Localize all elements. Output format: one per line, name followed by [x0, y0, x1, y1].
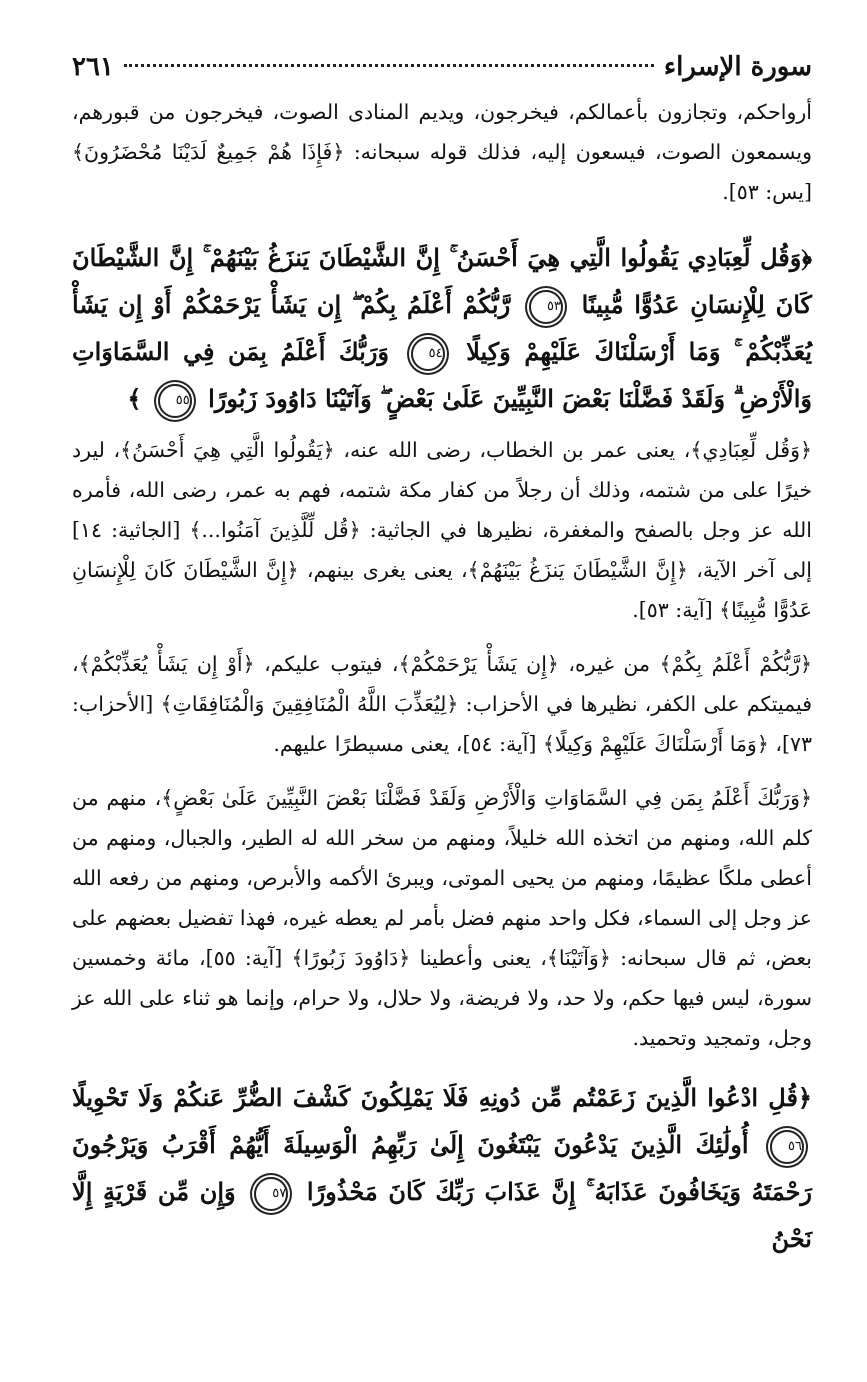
verse-number-57-icon: ٥٧ — [254, 1177, 288, 1211]
surah-title: سورة الإسراء — [663, 52, 812, 82]
verse-number-54-icon: ٥٤ — [411, 337, 445, 371]
commentary-paragraph-2: ﴿وَقُل لِّعِبَادِي﴾، يعنى عمر بن الخطاب، رضى الله عنه، ﴿يَقُولُوا الَّتِي هِيَ أَحْسَنُ﴾، ليرد خيرًا على من شتمه، وذلك أن رجلاً من كفار مكة شتمه، فهم به عمر، رضى الله، فأمره الله عز وجل بالصفح والمغفرة، نظيرها في الجاثية: ﴿قُل لِّلَّذِينَ آمَنُوا...﴾ [الجاثية: ١٤] إلى آخر الآية، ﴿إِنَّ الشَّيْطَانَ يَنزَغُ بَيْنَهُمْ﴾، يعنى يغرى بينهم، ﴿إِنَّ الشَّيْطَانَ كَانَ لِلْإِنسَانِ عَدُوًّا مُّبِينًا﴾ [آية: ٥٣]. — [72, 438, 812, 622]
quran-verse-block-56-57 — [72, 1074, 812, 1262]
verse-text-54: رَّبُّكُمْ أَعْلَمُ بِكُمْ ۖ إِن يَشَأْ يَرْحَمْكُمْ أَوْ إِن يَشَأْ يُعَذِّبْكُمْ ۚ وَمَا أَرْسَلْنَاكَ عَلَيْهِمْ وَكِيلًا — [72, 290, 812, 366]
verse-close-bracket: ﴾ — [127, 384, 142, 413]
verse-number-55-icon: ٥٥ — [158, 384, 192, 418]
commentary-paragraph-4: ﴿وَرَبُّكَ أَعْلَمُ بِمَن فِي السَّمَاوَاتِ وَالْأَرْضِ وَلَقَدْ فَضَّلْنَا بَعْضَ النَّبِيِّينَ عَلَىٰ بَعْضٍ﴾، منهم من كلم الله، ومنهم من اتخذه الله خليلاً، ومنهم من سخر الله له الطير، والجبال، ومنهم من أعطى ملكًا عظيمًا، ومنهم من يحيى الموتى، ويبرئ الأكمه والأبرص، ومنهم من رفعه الله عز وجل إلى السماء، فكل واحد منهم فضل بأمر لم يعطه غيره، فهذا تفضيل بعضهم على بعض، ثم قال سبحانه: ﴿وَآتَيْنَا﴾، يعنى وأعطينا ﴿دَاوُودَ زَبُورًا﴾ [آية: ٥٥]، مائة وخمسين سورة، ليس فيها حكم، ولا حد، ولا فريضة، ولا حلال، ولا حرام، وإنما هو ثناء على الله عز وجل، وتمجيد وتحميد. — [72, 786, 812, 1050]
page-number: ٢٦١ — [72, 52, 114, 82]
verse-text-57: أُولَٰئِكَ الَّذِينَ يَدْعُونَ يَبْتَغُونَ إِلَىٰ رَبِّهِمُ الْوَسِيلَةَ أَيُّهُمْ أَقْرَبُ وَيَرْجُونَ رَحْمَتَهُ وَيَخَافُونَ عَذَابَهُ ۚ إِنَّ عَذَابَ رَبِّكَ كَانَ مَحْذُورًا — [72, 1130, 812, 1206]
commentary-paragraph-3: ﴿رَّبُّكُمْ أَعْلَمُ بِكُمْ﴾ من غيره، ﴿إِن يَشَأْ يَرْحَمْكُمْ﴾، فيتوب عليكم، ﴿أَوْ إِن يَشَأْ يُعَذِّبْكُمْ﴾، فيميتكم على الكفر، نظيرها في الأحزاب: ﴿لِيُعَذِّبَ اللَّهُ الْمُنَافِقِينَ وَالْمُنَافِقَاتِ﴾ [الأحزاب: ٧٣]، ﴿وَمَا أَرْسَلْنَاكَ عَلَيْهِمْ وَكِيلًا﴾ [آية: ٥٤]، يعنى مسيطرًا عليهم. — [72, 652, 812, 756]
quran-verse-block-53-55 — [72, 234, 812, 422]
verse-text-56: ﴿قُلِ ادْعُوا الَّذِينَ زَعَمْتُم مِّن دُونِهِ فَلَا يَمْلِكُونَ كَشْفَ الضُّرِّ عَنكُمْ وَلَا تَحْوِيلًا — [72, 1083, 812, 1112]
commentary-paragraph-1: أرواحكم، وتجازون بأعمالكم، فيخرجون، ويديم المنادى الصوت، فيخرجون من قبورهم، ويسمعون الصوت، فيسعون إليه، فذلك قوله سبحانه: ﴿فَإِذَا هُمْ جَمِيعٌ لَدَيْنَا مُحْضَرُونَ﴾ [يس: ٥٣]. — [72, 100, 813, 204]
verse-text-53: ﴿وَقُل لِّعِبَادِي يَقُولُوا الَّتِي هِيَ أَحْسَنُ ۚ إِنَّ الشَّيْطَانَ يَنزَغُ بَيْنَهُمْ ۚ إِنَّ الشَّيْطَانَ كَانَ لِلْإِنسَانِ عَدُوًّا مُّبِينًا — [72, 243, 812, 319]
verse-number-53-icon: ٥٣ — [529, 290, 563, 324]
running-header — [72, 52, 812, 92]
verse-text-55: وَرَبُّكَ أَعْلَمُ بِمَن فِي السَّمَاوَاتِ وَالْأَرْضِ ۗ وَلَقَدْ فَضَّلْنَا بَعْضَ النَّبِيِّينَ عَلَىٰ بَعْضٍ ۖ وَآتَيْنَا دَاوُودَ زَبُورًا — [72, 337, 812, 413]
verse-text-58-start: وَإِن مِّن قَرْيَةٍ إِلَّا نَحْنُ — [72, 1177, 812, 1253]
header-dot-leader — [124, 64, 654, 67]
verse-number-56-icon: ٥٦ — [770, 1130, 804, 1164]
